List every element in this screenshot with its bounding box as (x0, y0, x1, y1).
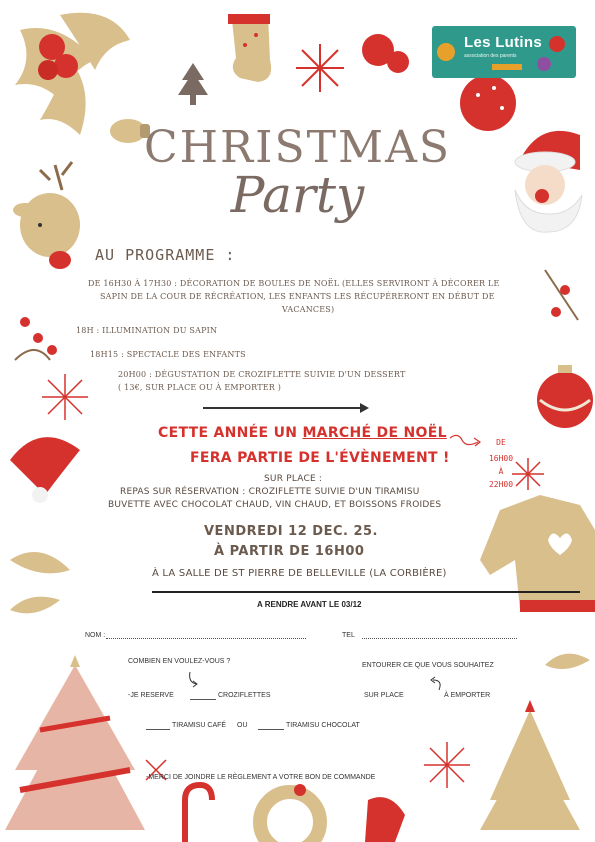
market-prefix: CETTE ANNÉE UN (158, 425, 298, 441)
tree-large-icon (5, 655, 145, 830)
event-time: À PARTIR DE 16H00 (214, 544, 365, 559)
curved-arrow-icon (186, 670, 206, 690)
hours-start: 16H00 (488, 454, 514, 463)
tree-right-icon (480, 700, 580, 830)
market-highlight: MARCHÉ DE NOËL (302, 425, 447, 441)
wreath-icon (260, 784, 320, 842)
snowflake-icon (296, 44, 344, 92)
tiramisu-choco-label: TIRAMISU CHOCOLAT (286, 722, 360, 729)
qty-question: COMBIEN EN VOULEZ-VOUS ? (128, 658, 231, 665)
onsite-line1: REPAS SUR RÉSERVATION : CROZIFLETTE SUIVIE D'UN TIRAMISU (120, 487, 420, 497)
programme-item: VACANCES) (282, 305, 335, 314)
logo-name: Les Lutins (464, 34, 543, 51)
onsite-line2: BUVETTE AVEC CHOCOLAT CHAUD, VIN CHAUD, ET BOISSONS FROIDES (108, 500, 442, 510)
ornament-right-icon (537, 365, 593, 428)
crozifiette-qty-field[interactable] (190, 699, 216, 700)
curved-arrow-icon (425, 676, 445, 696)
hat-icon (10, 437, 80, 503)
onsite-heading: SUR PLACE : (264, 474, 323, 484)
programme-item: ( 13€, SUR PLACE OU À EMPORTER ) (118, 383, 282, 392)
arrow-head-icon (360, 403, 369, 413)
hours-end: 22H00 (488, 480, 514, 489)
stocking-icon (228, 14, 271, 82)
arrow-divider (203, 407, 363, 409)
tree-small-icon (178, 63, 208, 105)
snowflake-left-icon (42, 374, 88, 420)
programme-item: 20H00 : DÉGUSTATION DE CROZIFLETTE SUIVIE D'UN DESSERT (118, 370, 406, 379)
market-line2: FERA PARTIE DE L'ÉVÈNEMENT ! (190, 450, 450, 466)
sur-place-option[interactable]: SUR PLACE (364, 692, 404, 699)
title-christmas: CHRISTMAS (143, 122, 451, 173)
section-divider (152, 591, 580, 593)
reserve-prefix: -JE RESERVE (128, 692, 174, 699)
berries-icon (545, 270, 578, 320)
programme-item: SAPIN DE LA COUR DE RÉCRÉATION, LES ENFANTS LES RÉCUPÉRERONT EN DÉBUT DE (100, 292, 495, 301)
event-location: À LA SALLE DE ST PIERRE DE BELLEVILLE (LA CORBIÈRE) (152, 568, 447, 579)
tiramisu-choco-qty-field[interactable] (258, 729, 284, 730)
form-heading: A RENDRE AVANT LE 03/12 (257, 600, 362, 609)
nom-label: NOM : (85, 632, 106, 639)
payment-note: -MERCI DE JOINDRE LE RÈGLEMENT A VOTRE BON DE COMMANDE (146, 774, 376, 781)
hours-de: DE (496, 438, 506, 447)
nom-field[interactable] (106, 638, 306, 639)
candy-cane-icon (185, 785, 212, 842)
logo-tagline: association des parents (464, 53, 517, 59)
reserve-suffix: CROZIFLETTES (218, 692, 271, 699)
programme-item: DE 16H30 À 17H30 : DÉCORATION DE BOULES DE NOËL (ELLES SERVIRONT À DÉCORER LE (88, 279, 500, 288)
programme-heading: AU PROGRAMME : (95, 246, 236, 264)
hours-a: À (498, 467, 504, 476)
snowflake-bottom-icon (146, 742, 470, 788)
tel-field[interactable] (362, 638, 517, 639)
programme-item: 18H15 : SPECTACLE DES ENFANTS (90, 350, 246, 359)
tiramisu-cafe-qty-field[interactable] (146, 729, 170, 730)
leaves-icon (10, 552, 70, 613)
a-emporter-option[interactable]: À EMPORTER (444, 692, 491, 699)
mitten-icon (365, 797, 405, 842)
holly-icon (15, 13, 130, 135)
tel-label: TEL (342, 632, 355, 639)
leaves-right-icon (545, 654, 590, 669)
title-party: Party (230, 166, 365, 224)
logo-les-lutins (432, 26, 576, 78)
berries-left-icon (15, 317, 57, 360)
sweater-icon (480, 495, 595, 612)
squiggle-arrow-icon (448, 432, 488, 452)
choice-question: ENTOURER CE QUE VOUS SOUHAITEZ (362, 662, 494, 669)
ou-label: OU (237, 722, 248, 729)
programme-item: 18H : ILLUMINATION DU SAPIN (76, 326, 218, 335)
market-line1 (158, 425, 447, 441)
event-date: VENDREDI 12 DEC. 25. (204, 524, 378, 539)
tiramisu-cafe-label: TIRAMISU CAFÉ (172, 722, 227, 729)
